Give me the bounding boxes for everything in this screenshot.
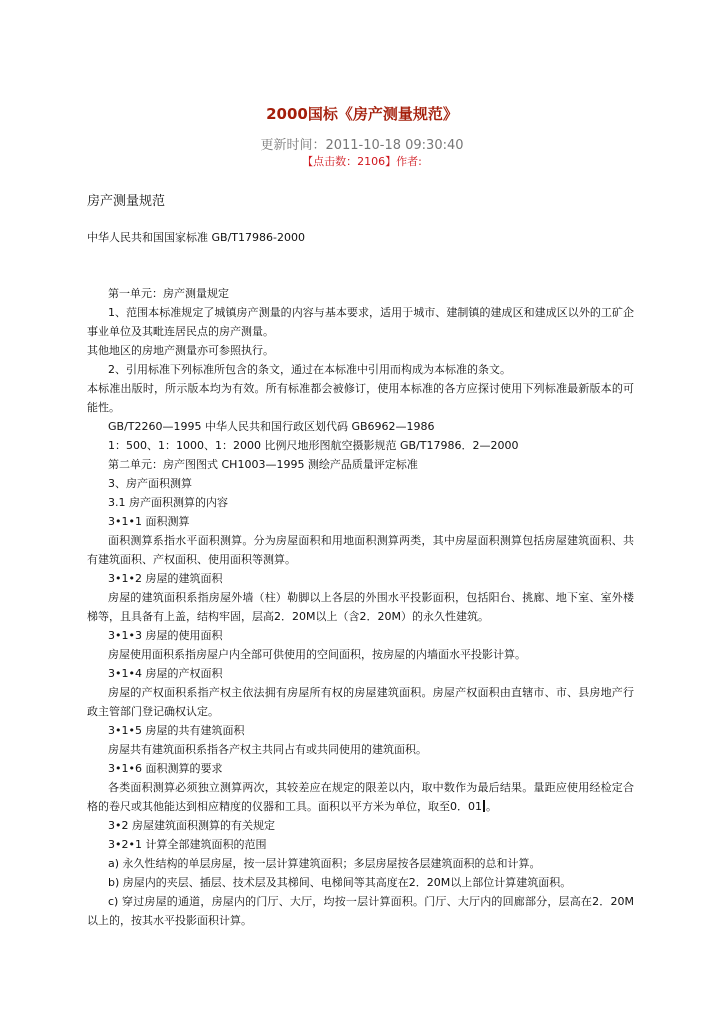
paragraph [87,740,634,759]
update-time: 更新时间：2011-10-18 09:30:40 [260,138,464,153]
paragraph [87,759,634,778]
paragraph-text: 房屋共有建筑面积系指各产权主共同占有或共同使用的建筑面积。 [108,743,427,756]
click-count-author: 【点击数：2106】作者: [302,155,422,168]
paragraph [87,588,634,626]
paragraph-text: 第二单元：房产图图式 CH1003—1995 测绘产品质量评定标准 [108,458,418,471]
paragraph-text: GB/T2260—1995 中华人民共和国行政区划代码 GB6962—1986 [108,420,435,433]
paragraph-text: 各类面积测算必须独立测算两次，其较差应在规定的限差以内，取中数作为最后结果。量距应使用经检定合格的卷尺或其他能达到相应精度的仪器和工具。面积以平方米为单位，取至0．01 [87,781,634,813]
paragraph [87,645,634,664]
article-body [87,284,634,930]
paragraph [87,892,634,930]
paragraph-text: 第一单元：房产测量规定 [108,287,229,300]
paragraph-text: 3•2 房屋建筑面积测算的有关规定 [108,819,275,832]
paragraph-text: 本标准出版时，所示版本均为有效。所有标准都会被修订，使用本标准的各方应探讨使用下列标准最新版本的可能性。 [87,382,634,414]
paragraph [87,854,634,873]
paragraph [87,873,634,892]
paragraph [87,341,634,360]
paragraph [87,512,634,531]
paragraph-text: 3.1 房产面积测算的内容 [108,496,228,509]
paragraph-text: 3•1•2 房屋的建筑面积 [108,572,223,585]
standard-line: 中华人民共和国国家标准 GB/T17986-2000 [87,231,305,244]
paragraph-text: 房屋使用面积系指房屋户内全部可供使用的空间面积，按房屋的内墙面水平投影计算。 [108,648,526,661]
paragraph [87,493,634,512]
paragraph [87,436,634,455]
paragraph [87,569,634,588]
paragraph [87,474,634,493]
paragraph-text: 其他地区的房地产测量亦可参照执行。 [87,344,274,357]
paragraph [87,683,634,721]
article-title: 2000国标《房产测量规范》 [266,105,458,123]
paragraph-text: 房屋的产权面积系指产权主依法拥有房屋所有权的房屋建筑面积。房屋产权面积由直辖市、市、县房地产行政主管部门登记确权认定。 [87,686,634,718]
text-cursor-icon [483,800,485,812]
paragraph-text: 3•2•1 计算全部建筑面积的范围 [108,838,267,851]
paragraph-text: 1：500、1：1000、1：2000 比例尺地形图航空摄影规范 GB/T17986．2—2000 [108,439,519,452]
paragraph-text: a) 永久性结构的单层房屋，按一层计算建筑面积；多层房屋按各层建筑面积的总和计算。 [108,857,541,870]
paragraph [87,721,634,740]
paragraph-text: 3•1•1 面积测算 [108,515,190,528]
paragraph-text: c) 穿过房屋的通道，房屋内的门厅、大厅，均按一层计算面积。门厅、大厅内的回廊部分，层高在2．20M以上的，按其水平投影面积计算。 [87,895,634,927]
paragraph-text: b) 房屋内的夹层、插层、技术层及其梯间、电梯间等其高度在2．20M以上部位计算建筑面积。 [108,876,572,889]
paragraph [87,303,634,341]
paragraph-text: 3•1•6 面积测算的要求 [108,762,223,775]
paragraph [87,417,634,436]
paragraph-text: 1、范围本标准规定了城镇房产测量的内容与基本要求，适用于城市、建制镇的建成区和建成区以外的工矿企事业单位及其毗连居民点的房产测量。 [87,306,634,338]
paragraph-text: 2、引用标准下列标准所包含的条文，通过在本标准中引用而构成为本标准的条文。 [108,363,511,376]
paragraph-text: 3、房产面积测算 [108,477,192,490]
paragraph [87,455,634,474]
paragraph [87,816,634,835]
paragraph [87,626,634,645]
paragraph [87,664,634,683]
paragraph [87,778,634,816]
paragraph [87,284,634,303]
section-heading: 房产测量规范 [87,194,166,209]
paragraph [87,379,634,417]
paragraph [87,835,634,854]
paragraph-text: 3•1•5 房屋的共有建筑面积 [108,724,245,737]
paragraph-text: 面积测算系指水平面积测算。分为房屋面积和用地面积测算两类，其中房屋面积测算包括房屋建筑面积、共有建筑面积、产权面积、使用面积等测算。 [87,534,634,566]
paragraph [87,531,634,569]
paragraph-text: 3•1•3 房屋的使用面积 [108,629,223,642]
paragraph-text: 3•1•4 房屋的产权面积 [108,667,223,680]
paragraph [87,360,634,379]
paragraph-text: 房屋的建筑面积系指房屋外墙（柱）勒脚以上各层的外围水平投影面积，包括阳台、挑廊、地下室、室外楼梯等，且具备有上盖，结构牢固，层高2．20M以上（含2．20M）的永久性建筑。 [87,591,634,623]
paragraph-tail: 。 [486,800,497,813]
